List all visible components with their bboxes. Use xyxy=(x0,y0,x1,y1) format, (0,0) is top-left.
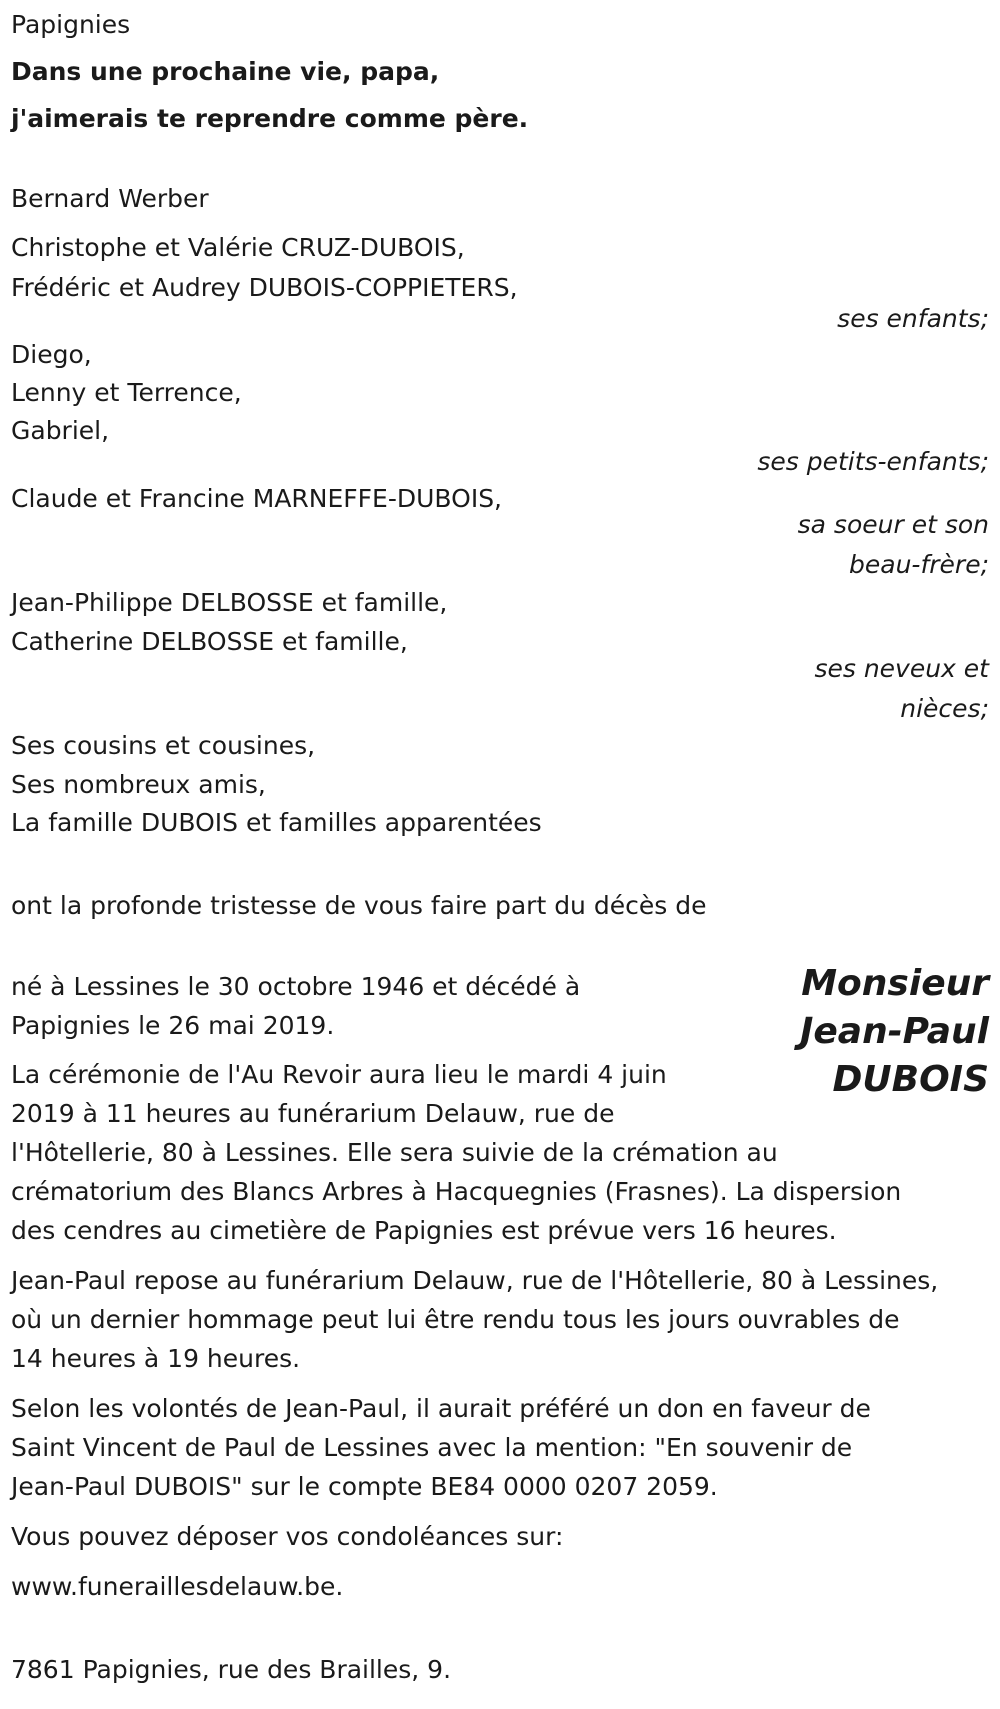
ceremony-line: crématorium des Blancs Arbres à Hacquegnies (Frasnes). La dispersion xyxy=(11,1177,902,1206)
others-line: La famille DUBOIS et familles apparentées xyxy=(11,808,542,837)
quote-author: Bernard Werber xyxy=(11,184,209,213)
deceased-name xyxy=(800,960,989,1104)
announcement: ont la profonde tristesse de vous faire part du décès de xyxy=(11,891,707,920)
grandchildren-relation: ses petits-enfants; xyxy=(757,447,989,476)
sister-name: Claude et Francine MARNEFFE-DUBOIS, xyxy=(11,484,503,513)
repose-line: où un dernier hommage peut lui être rendu tous les jours ouvrables de xyxy=(11,1305,900,1334)
nephew-name: Catherine DELBOSSE et famille, xyxy=(11,627,408,656)
donation-line: Selon les volontés de Jean-Paul, il aurait préféré un don en faveur de xyxy=(11,1394,871,1423)
ceremony-line: l'Hôtellerie, 80 à Lessines. Elle sera suivie de la crémation au xyxy=(11,1138,778,1167)
grandchild-name: Gabriel, xyxy=(11,416,110,445)
place-heading: Papignies xyxy=(11,10,131,39)
deceased-first-name: Jean-Paul xyxy=(799,1011,989,1052)
others-line: Ses cousins et cousines, xyxy=(11,731,316,760)
donation-line: Jean-Paul DUBOIS" sur le compte BE84 0000 0207 2059. xyxy=(11,1472,718,1501)
sister-relation-1: sa soeur et son xyxy=(797,510,989,539)
others-line: Ses nombreux amis, xyxy=(11,770,266,799)
address: 7861 Papignies, rue des Brailles, 9. xyxy=(11,1655,452,1684)
quote-line-1: Dans une prochaine vie, papa, xyxy=(11,57,440,86)
ceremony-line: des cendres au cimetière de Papignies est prévue vers 16 heures. xyxy=(11,1216,837,1245)
donation-line: Saint Vincent de Paul de Lessines avec la mention: "En souvenir de xyxy=(11,1433,853,1462)
condolences-url[interactable]: www.funeraillesdelauw.be. xyxy=(11,1572,344,1601)
birth-death-line: Papignies le 26 mai 2019. xyxy=(11,1011,335,1040)
quote-line-2: j'aimerais te reprendre comme père. xyxy=(11,104,529,133)
nephew-name: Jean-Philippe DELBOSSE et famille, xyxy=(11,588,448,617)
children-relation: ses enfants; xyxy=(837,304,989,333)
ceremony-line: 2019 à 11 heures au funérarium Delauw, rue de xyxy=(11,1099,615,1128)
deceased-last-name: DUBOIS xyxy=(832,1059,989,1100)
nephews-relation-2: nièces; xyxy=(900,694,989,723)
deceased-title: Monsieur xyxy=(801,963,989,1004)
grandchild-name: Diego, xyxy=(11,340,92,369)
condolences-text: Vous pouvez déposer vos condoléances sur: xyxy=(11,1522,564,1551)
repose-line: 14 heures à 19 heures. xyxy=(11,1344,301,1373)
ceremony-line: La cérémonie de l'Au Revoir aura lieu le mardi 4 juin xyxy=(11,1060,667,1089)
grandchild-name: Lenny et Terrence, xyxy=(11,378,242,407)
children-name: Christophe et Valérie CRUZ-DUBOIS, xyxy=(11,233,465,262)
sister-relation-2: beau-frère; xyxy=(849,550,989,579)
repose-line: Jean-Paul repose au funérarium Delauw, rue de l'Hôtellerie, 80 à Lessines, xyxy=(11,1266,939,1295)
birth-death-line: né à Lessines le 30 octobre 1946 et décédé à xyxy=(11,972,581,1001)
nephews-relation-1: ses neveux et xyxy=(814,654,989,683)
children-name: Frédéric et Audrey DUBOIS-COPPIETERS, xyxy=(11,273,518,302)
